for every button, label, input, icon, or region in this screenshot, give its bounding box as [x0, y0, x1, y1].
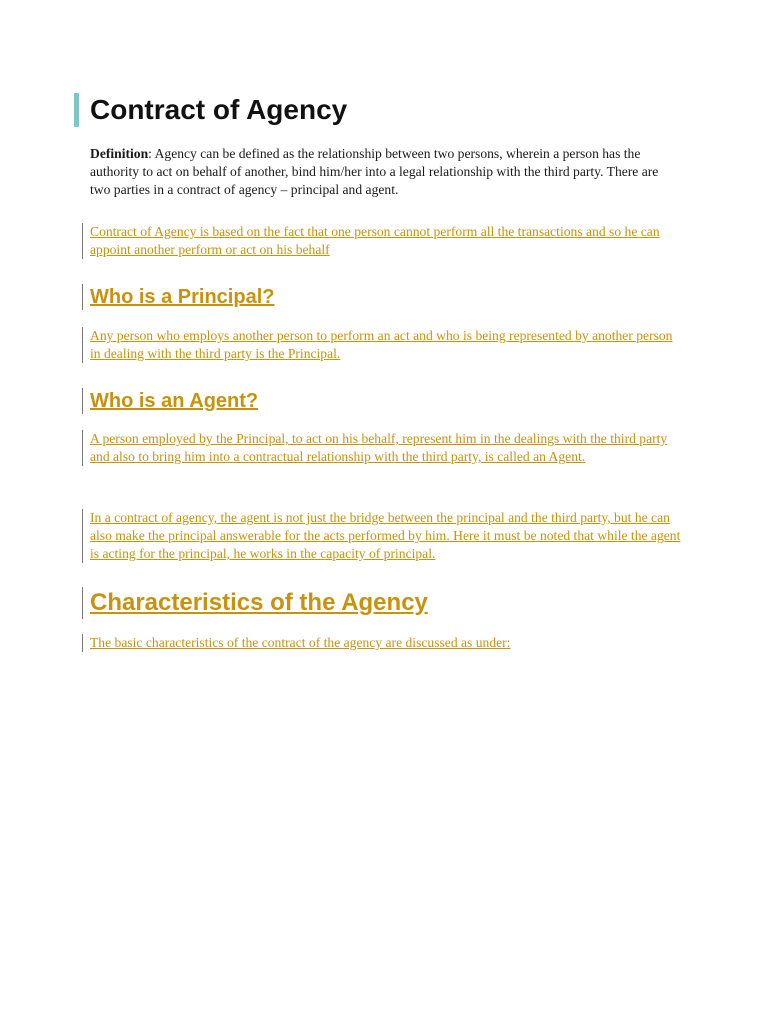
intro-quote[interactable]: Contract of Agency is based on the fact that one person cannot perform all the transactions and so he can appoint another perform or act on his behalf — [82, 223, 682, 259]
principal-heading[interactable]: Who is a Principal? — [82, 284, 274, 310]
definition-term: Definition — [90, 146, 149, 161]
principal-quote[interactable]: Any person who employs another person to perform an act and who is being represented by another person in dealing with the third party is the Principal. — [82, 327, 682, 363]
definition-paragraph — [90, 145, 680, 199]
characteristics-heading[interactable]: Characteristics of the Agency — [82, 587, 428, 619]
definition-text: : Agency can be defined as the relationship between two persons, wherein a person has the authority to act on behalf of another, bind him/her into a legal relationship with the third party. There are two parties in a contract of agency – principal and agent. — [90, 146, 659, 197]
title-block — [74, 92, 347, 128]
title-accent-bar — [74, 93, 79, 127]
characteristics-quote[interactable]: The basic characteristics of the contract of the agency are discussed as under: — [82, 634, 682, 652]
page-title: Contract of Agency — [90, 94, 348, 125]
agent-quote[interactable]: A person employed by the Principal, to act on his behalf, represent him in the dealings with the third party and also to bring him into a contractual relationship with the third party, is called an Agent. — [82, 430, 682, 466]
agent-heading[interactable]: Who is an Agent? — [82, 388, 258, 414]
agent-note-quote[interactable]: In a contract of agency, the agent is not just the bridge between the principal and the third party, but he can also make the principal answerable for the acts performed by him. Here it must be noted that while the agent is acting for the principal, he works in the capacity of principal. — [82, 509, 682, 563]
